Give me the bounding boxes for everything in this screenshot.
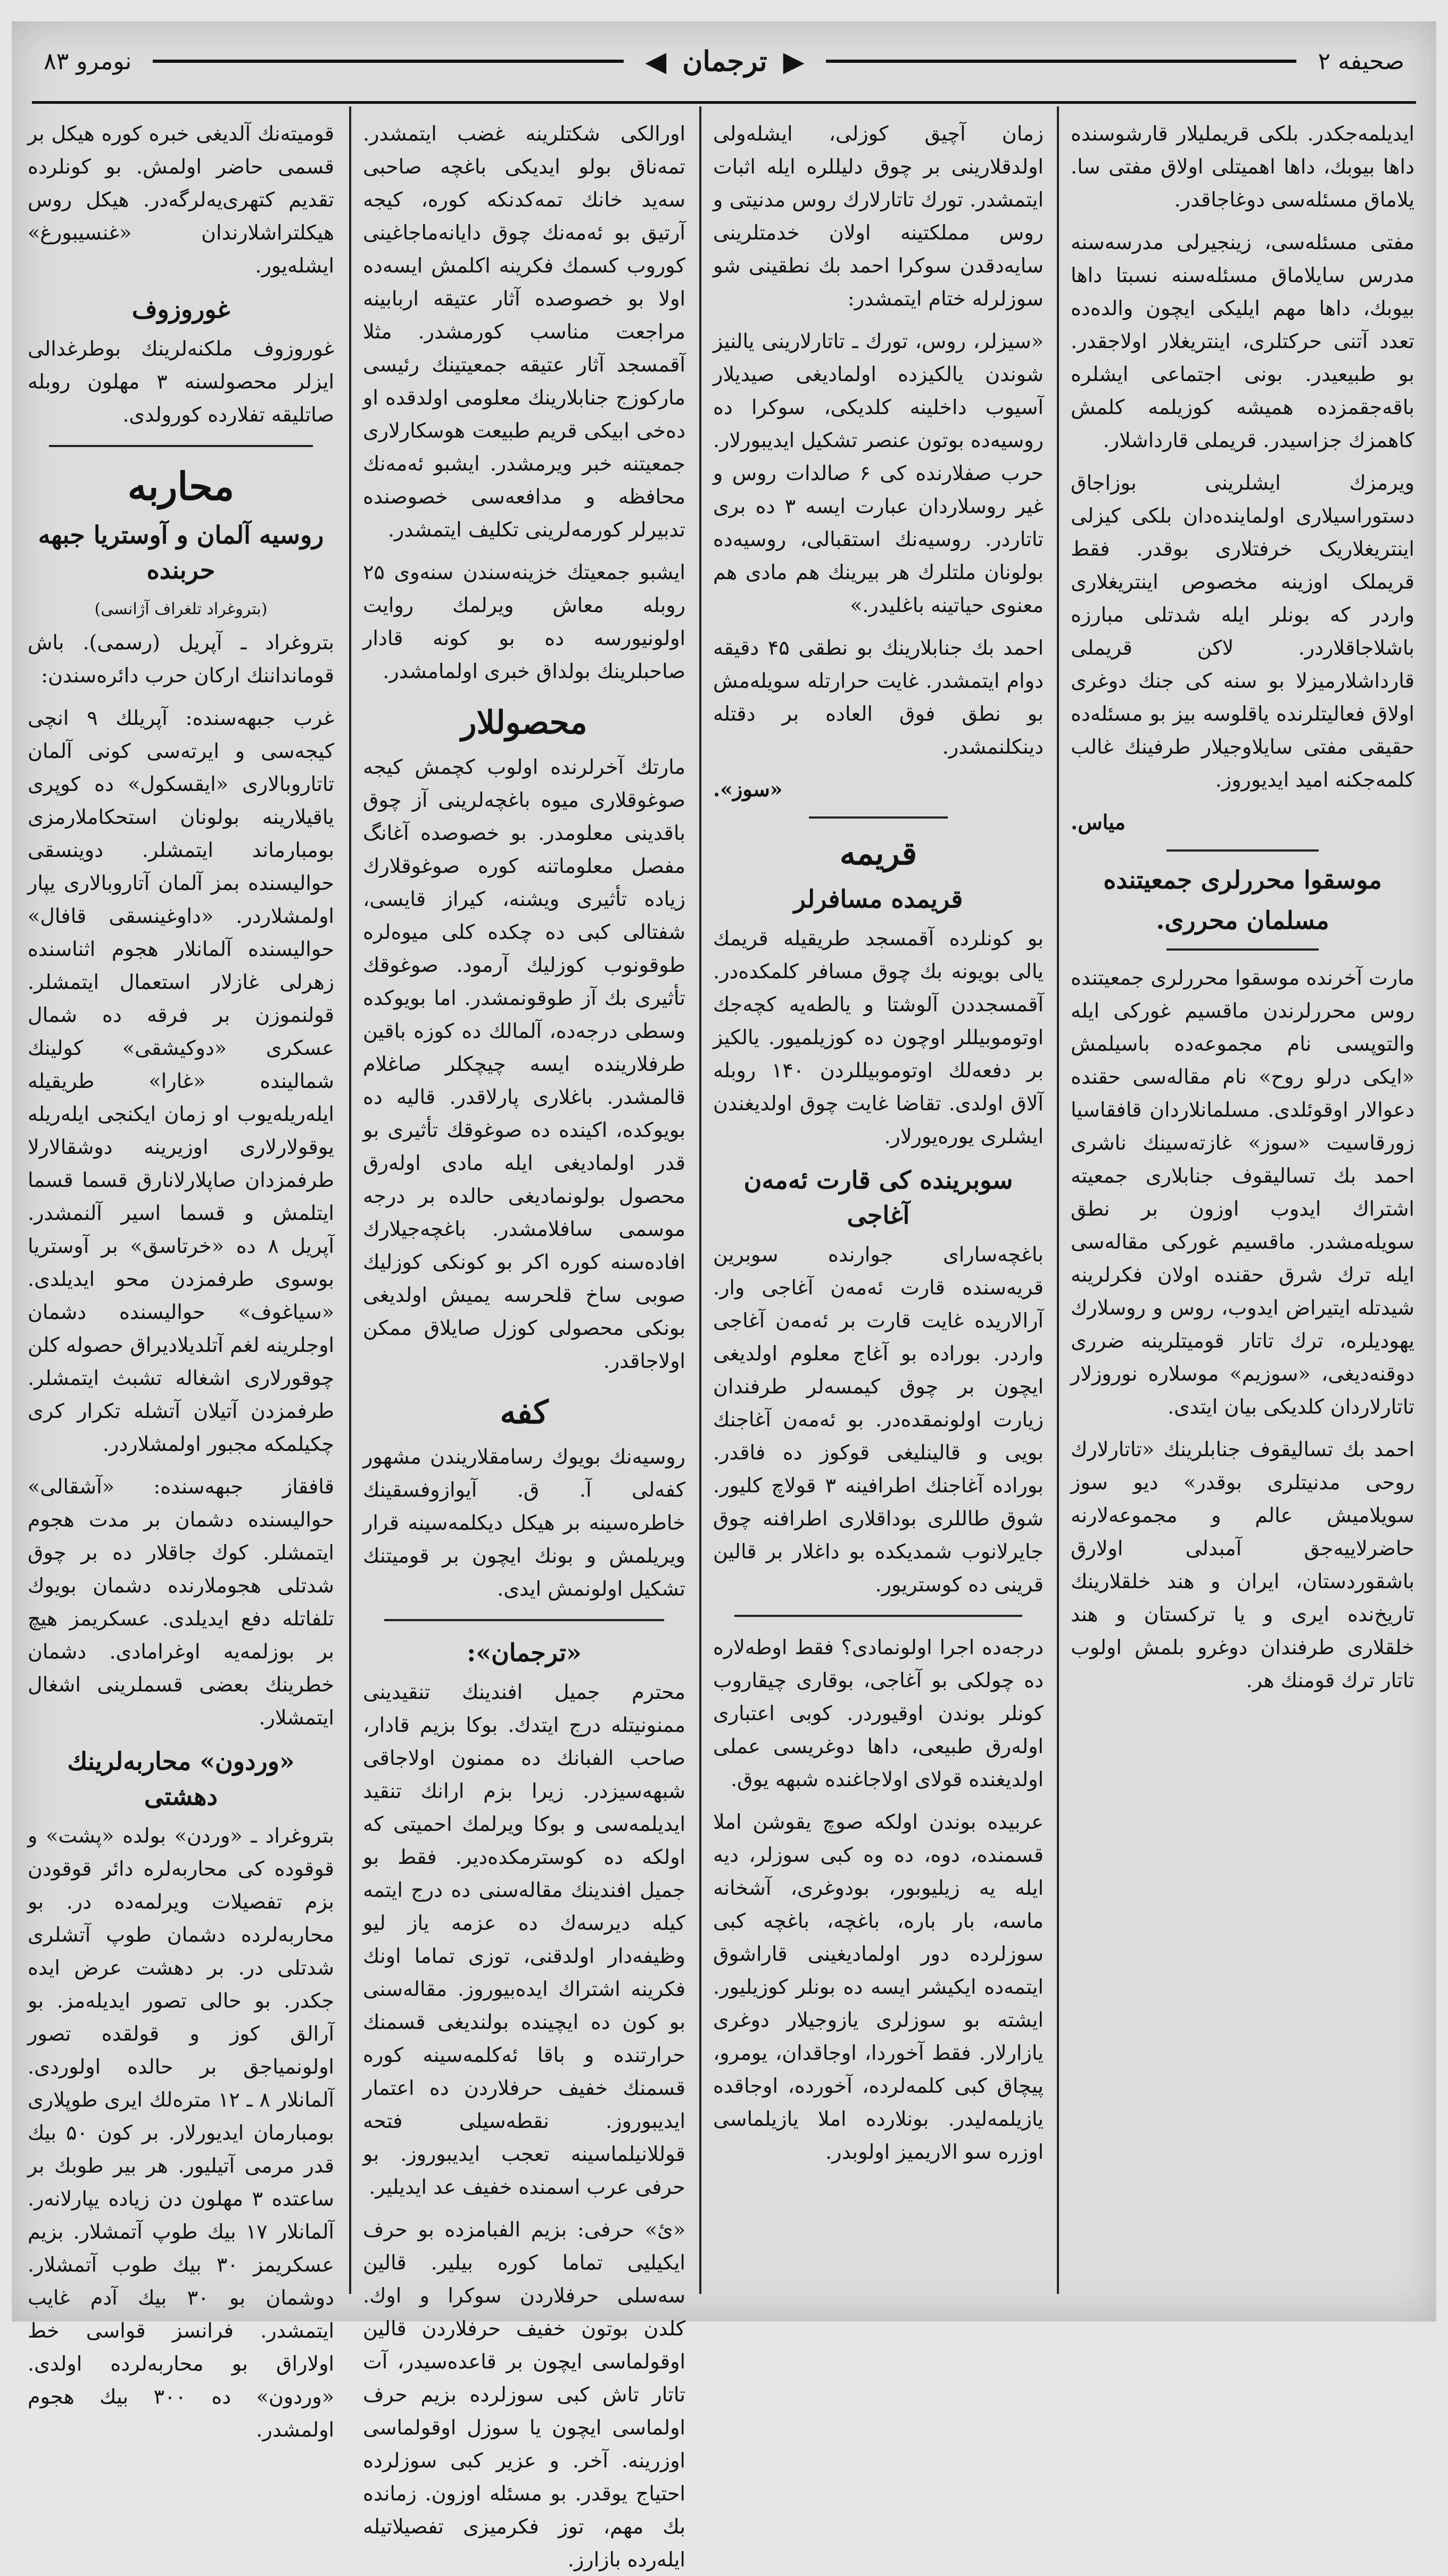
- col1-divider-2: [1166, 948, 1319, 951]
- col3-paragraph-3: مارتك آخرلرنده اولوب کچمش کیجه صوغوقلاری میوه باغچه‌لرینی آز چوق باقدینی معلومدر. بو خصوصده آغانگ مفصل معلوماتنه کوره صوغوقلارك زیاده تأثیری ویشنه، کیراز قایسی، شفتالی کبی ده چکده کلی میوه‌لره طوقونوب کوزلیك آرمود. صوغوقك تأثیری بك آز طوقونمشدر. اما بویوکده وسطی درجه‌ده، آلمالك ده کوزه باقین طرفلارینده ایسه چیچکلر صاغلام قالمشدر. باغلاری پارلاقدر. قالیه ده بویوکده، اکینده ده صوغوقك تأثیری بو قدر اولمادیغی ایله مادی اوله‌رق محصول بولونمادیغی حالده بر درجه موسمی سافلامشدر. باغچه‌جیلارك افاده‌سنه کوره اکر بو کونکی کوزلیك صوبی ساخ قلحرسه یمیش اولدیغی بونکی محصولی کوزل صایلاق ممکن اولاجاقدر.: [363, 755, 685, 1373]
- col1-paragraph-1: ایدیلمه‌جکدر. بلکی قریملیلار قارشوسنده داها بیوبك، داها اهمیتلی اولاق مفتی سا. یلاماق مسئله‌سی دوغاجاقدر.: [1071, 122, 1414, 211]
- col1-article-subtitle: مسلمان محرری.: [1156, 906, 1329, 935]
- col4-section-title-2: «وردون» محاربه‌لرینك دهشتی: [67, 1747, 295, 1811]
- column-divider-3: [349, 106, 351, 2294]
- col2-paragraph-1: زمان آچیق کوزلی، ایشله‌ولی اولدقلارینی بر چوق دلیللره ایله اثبات ایتمشدر. تورك تاتارلارك روس مدنیتی و روس مملکتینه اولان خدمتلرینی سایه‌دقدن سوکرا احمد بك نطقینی شو سوزلرله ختام ایتمشدر:: [713, 122, 1044, 310]
- col2-paragraph-7: عربیده بوندن اولکه صوچ یقوشن املا قسمنده، دوه، ده وه کبی سوزلر، دیه ایله یه زیلیوبور، بودوغری، آشخانه ماسه، بار باره، باغچه، باغچه کبی سوزلرده دور اولمادیغینی قاراشوق ایتمه‌ده ایکیشر ایسه ده بونلر کوزیلیور. ایشته بو سوزلری یازوجیلار دوغری یازارلار. فقط آخوردا، اوجاقدان، یومرو، پیچاق کبی کلمه‌لرده، آخورده، اوجاقده یازیلمه‌لیدر. بونلارده املا یازیلماسی اوزره سو الاریمیز اولوبدر.: [713, 1810, 1044, 2164]
- col1-divider: [1166, 849, 1319, 852]
- column-3: [351, 106, 697, 2571]
- issue-number: نومرو ۸۳: [44, 47, 132, 75]
- col4-paragraph-5: قافقاز جبهه‌سنده: «آشقالی» حوالیسنده دشمان بر مدت هجوم ایتمشلر. کوك جاقلار ده بر چوق شدتلی هجوملارنده دشمان بویوك تلفاتله دفع ایدیلدی. عسکریمز هیچ بر بوزلمه‌یه اوغرامادی. دشمان خطرینك بعضی قسملرینی اشغال ایتمشلار.: [28, 1475, 334, 1729]
- col4-paragraph-6: بتروغراد ـ «وردن» بولده «پشت» و قوقوده کی محاربه‌لره دائر قوقودن بزم تفصیلات ویرلمه‌ده در. بو محاربه‌لرده دشمان طوپ آتشلری شدتلی در. بر دهشت عرض ایده جکدر. بو حالی تصور ایدیله‌مز. بو آرالق کوز و قولقده تصور اولونمیاجق بر حالده اولوردی. آلمانلار ۸ ـ ۱۲ متره‌لك ایری طوپلاری بومبارمان ایدیورلار. بر کون ۵۰ بیك قدر مرمی آتیلیور. هر بیر طوبك بر ساعتده ۳ مهلون دن زیاده یپارلانه‌ر. آلمانلار ۱۷ بیك طوپ آتمشلار. بزیم عسکریمز ۳۰ بیك طوب آتمشلار. دوشمان بو ۳۰ بیك آدم غایب ایتمشدر. فرانسز قواسی خط اولاراق بو محاربه‌لرده اولدی. «وردون» ده ۳۰۰ بیك هجوم اولمشدر.: [28, 1824, 335, 2441]
- masthead: [12, 21, 1436, 101]
- column-1: [1059, 106, 1426, 2299]
- paper-name-block: [645, 45, 804, 78]
- col4-paragraph-3: بتروغراد ـ آپریل (رسمی). باش قومانداننك اركان حرب دائره‌سندن:: [28, 631, 334, 687]
- col4-section-title: محاربه: [127, 464, 235, 509]
- col1-paragraph-2: مفتی مسئله‌سی، زینجیرلی مدرسه‌سنه مدرس سایلاماق مسئله‌سنه نسبتا داها بیوبك، داها مهم ایلیکی ایچون والده‌ده تعدد آتنی حرکتلری، اینتریغلار اولاجقدر. بو طبیعیدر. بونی اجتماعی ایشلره باقه‌جقمزده همیشه کوزیلمه کلمش کاهمزك جزاسیدر. قریملی قارداشلار.: [1071, 230, 1414, 452]
- col2-headline-2: قریمده مسافرلر: [793, 885, 963, 913]
- masthead-rule-right: [826, 60, 1297, 63]
- col2-paragraph-4: بو کونلرده آقمسجد طریقیله قریمك یالی بویونه بك چوق مسافر کلمکده‌در. آقمسجددن آلوشتا و یالطه‌یه کچه‌جك اوتوموبیللر اوچون ده کوزیلمیور. یالکیز بر دفعه‌لك اوتوموبیللردن ۱۴۰ روبله آلاق اولدی. تقاضا غایت چوق اولدیغندن ایشلری یوره‌یورلار.: [713, 927, 1044, 1148]
- col1-paragraph-3: ویرمزك ایشلرینی بوزاجاق دستور‌اسیلاری اولماینده‌دان بلکی کیزلی اینتریغلاریک خرفتلاری بوقدر. فقط قریملک اوزینه مخصوص اینتریغلاری واردر که بونلر ایله شدتلی مبارزه باشلاجاقلاردر. لاکن قریملی قارداشلارمیزلا بو سنه کی جنك دوغری اولاق فعالیتلرنده یاقلوسه بیز بو مسئله‌ده حقیقی مفتی سایلاوجیلار طرفینك غالب کلمه‌جکنه امید ایدیوروز.: [1071, 471, 1414, 791]
- col2-paragraph-5: باغچه‌سارای جوارنده سوبرین قریه‌سنده قارت ئه‌مه‌ن آغاجی وار. آرالاریده غایت قارت بر ئه‌مه‌ن آغاجی واردر. بوراده بو آغاج معلوم اولدیغی ایچون بر چوق کیمسه‌لر طرفندان زیارت اولونمقده‌در. بو ئه‌مه‌ن آغاجنك بویی و قالینلیغی قوکوز ده فاقدر. بوراده آغاجنك اطرافینه ۳ قولاچ کلیور. شوق طاللری بوداقلاری اطرافنه چوق جایرلانوب شمدیکده بو داغلار بر قالین قرینی ده کوستریور.: [713, 1243, 1044, 1596]
- column-divider-2: [699, 106, 701, 2294]
- col3-section-title: محصوللار: [461, 704, 588, 741]
- col3-section-title-2: کفه: [500, 1394, 549, 1431]
- col4-subhead: غوروزوف: [131, 295, 230, 324]
- col3-section-title-3: «ترجمان»:: [467, 1638, 582, 1667]
- col2-headline-3: سوبرینده کی قارت ئه‌مه‌ن آغاجی: [743, 1166, 1013, 1229]
- col2-paragraph-3: احمد بك جنابلارینك بو نطقی ۴۵ دقیقه دوام ایتمشدر. غایت حرارتله سویله‌مش بو نطق فوق العاده بر دقتله دینکلنمشدر.: [713, 636, 1044, 758]
- top-divider: [32, 101, 1416, 104]
- col2-paragraph-6: درجه‌ده اجرا اولونمادی؟ فقط اوطه‌لاره ده چولکی بو آغاجی، بوقاری چیقاروب کونلر بوندن اوقیوردر. کوبی اعتباری اوله‌رق طبیعی، داها دوغریسی عملی اولدیغنده قولای اولاجاغنده شبهه یوق.: [713, 1636, 1044, 1791]
- col3-paragraph-1: اورالکی شکتلرینه غضب ایتمشدر. تمه‌ناق بولو ایدیکی باغچه صاحبی سه‌ید خانك تمه‌کدنکه کوره، کیجه آرتیق بو ئه‌مه‌نك چوق دایانه‌ماجاغینی کوروب کسمك فکرینه اکلمش ایسه‌ده اولا بو خصوصده آثار عتیقه اربابینه مراجعت مناسب کورمشدر. مثلا آقمسجد آثار عتیقه جمعیتینك رئیسی مارکوزج جنابلارینك معلومی اولدقده او ده‌خی ابیکی قریم طبیعت هوسکارلاری جمعیتنه خبر ویرمشدر. ایشبو ئه‌مه‌نك محافظه و مدافعه‌سی خصوصنده تدبیرلر کورمه‌لرینی تکلیف ایتمشدر.: [363, 122, 685, 541]
- col1-signature: میاس.: [1071, 810, 1126, 834]
- column-2: [701, 106, 1055, 2299]
- col3-paragraph-4: روسیه‌نك بویوك رسامقلاریندن مشهور کفه‌لی آ. ق. آیوازوفسقینك خاطره‌سینه بر هیکل دیکلمه‌سینه قرار ویریلمش و بونك ایچون بر قومیتنك تشکیل اولونمش ایدی.: [363, 1445, 685, 1600]
- ornament-left-icon: ◀: [645, 45, 667, 78]
- paper-name: ترجمان: [682, 45, 767, 78]
- col4-headline: روسیه آلمان و آوستریا جبهه حربنده: [38, 521, 324, 584]
- masthead-rule-left: [153, 60, 624, 63]
- page-number: ۲ صحیفه: [1318, 47, 1404, 75]
- col2-divider: [809, 816, 948, 819]
- col2-paragraph-2: «سیزلر، روس، تورك ـ تاتارلارینی یالنیز شوندن یالکیزده اولمادیغی صیدیلار آسیوب داخلینه کلدیکی، سوکرا ده روسیه‌ده بوتون عنصر تشکیل ایدیبورلار. حرب صفلارنده کی ۶ صالدات روس و غیر روسلاردان عبارت ایسه ۳ ده بری تاتاردر. روسیه‌نك استقبالی، روسیه‌ده بولونان ملتلرك هر بیرینك هم مادی هم معنوی حیاتینه باغلیدر.»: [713, 329, 1044, 617]
- col2-signature: «سوز».: [713, 777, 783, 801]
- col3-paragraph-5: محترم جمیل افندینك تنقیدینی ممنونیتله درج ایتدك. بوکا بزیم قادار، صاحب الفبانك ده ممنون اولاجاقی شبهه‌سیزدر. زیرا بزم ارانك تنقید ایدیلمه‌سی و بوکا ویرلمك احمیتی که اولکه ده کوسترمکده‌دیر. فقط بو جمیل افندینك مقاله‌سنی ده درج ایتمه کیله دیرسه‌ك ده عزمه یاز لیو وظیفه‌دار اولدقنی، توزی تماما اونك فکرینه اشتراك ایده‌بیوروز. مقاله‌سنی بو کون ده ایچینده بولندیغی قسمنك حرارتنده و باقا ئه‌کلمه‌سینه کوره قسمنك خفیف حرفلاردن ده اعتمار ایدیبوروز. نقطه‌سیلی فتحه قوللانیلماسینه تعجب ایدیبوروز. بو حرفی عرب اسمنده خفیف عد ایدیلیر.: [363, 1680, 685, 2199]
- col4-paragraph-1: قومیته‌نك آلدیغی خبره کوره هیکل بر قسمی حاضر اولمش. بو کونلرده تقدیم کتهری‌یه‌لرگه‌در. هیکل روس هیکلتراشلارندان «غنسیبورغ» ایشله‌یور.: [28, 122, 334, 277]
- col1-paragraph-5: احمد بك تسالیقوف جنابلرینك «تاتارلارك روحی مدنیتلری بوقدر» دیو سوز سویلامیش عالم و مجموعه‌لارنه حاضرلاییه‌جق آمبدلی اولارق باشقوردستان، ایران و هند خلقلارینك تاریخ‌نده ایری و یا ترکستان و هند خلقلاری طرفندان دوغرو بلمش اولوب تاتار ترك قومنك هر.: [1071, 1438, 1414, 1692]
- column-4: [16, 106, 346, 2441]
- col4-divider: [49, 445, 313, 447]
- col4-paragraph-2: غوروزوف ملکنه‌لرینك بوطرغدالی ایزلر محصولسنه ۳ مهلون روبله صاتلیقه تفلارده کورولدی.: [28, 337, 334, 426]
- column-divider-1: [1057, 106, 1059, 2294]
- col4-paragraph-4: غرب جبهه‌سنده: آپریلك ۹ انچی کیجه‌سی و ایرته‌سی کونی آلمان تاتاروبالاری «ایقسکول» ده کوپری یاقیلارینه بولونان استحکاملارمزی بومبارماند ایتمشلر. دوینسقی حوالیسنده بمز آلمان آتاروبالاری یپار اولمشلاردر. «داوغینسقی قافال» حوالیسنده آلمانلار هجوم اثناسنده زهرلی غازلار استعمال ایتمشلر. قولنموزن بر فرقه ده شمال عسکری «دوکیشقی» کولینك شمالینده «غارا» طریقیله ایله‌ریله‌یوب او زمان ایکنجی ایله‌ریله‌ یوقولارلاری اوزیرینه دوشقالارلا طرفمزدان صاپلارلانارق قسما قسما ایتلمش و قسما اسیر آلنمشدر. آپریل ۸ ده «خرتاسق» بر آوستریا بوسوی طرفمزدن محو ایدیلدی. «سیاغوف» حوالیسنده دشمان اوجلرینه لغم آتلدیلادیراق حصوله کلن چوقورلاری اشغاله تشبث ایتمشلر. طرفمزدن آتیلان آتشله تکرار کری چکیلمکه مجبور اولمشلاردر.: [28, 706, 334, 1456]
- col2-divider-2: [734, 1615, 1022, 1617]
- col4-source: (بتروغراد تلغراف آژانسی): [94, 600, 268, 618]
- col1-article-title: موسقوا محررلری جمعیتنده: [1103, 865, 1382, 894]
- col2-section-title: قریمه: [839, 835, 917, 872]
- col1-paragraph-4: مارت آخرنده موسقوا محررلری جمعیتنده روس محررلرندن ماقسیم غورکی ایله والتوپسی نام مجموعه‌ده باسیلمش «ایکی درلو روح» نام مقاله‌سی حقنده دعوالار اوقوئلدی. مسلمانلاردان قافقاسیا زورقاسیت «سوز» غازته‌سینك ناشری احمد بك تسالیقوف جنابلاری جمعیته اشتراك ایدوب اوزون بر نطق سویله‌مشدر. ماقسیم غورکی مقاله‌سی ایله ترك شرق حقنده اولان فکرلرینه شیدتله ایتیراض ایدوب، روس و روسلارك یهودیلره، ترك تاتار قومیتلرینه ضرری دوقنه‌دیغی، «سوزیم» موسلاره نوروزلار تاتارلاردان کلدیکی بیان ایتدی.: [1071, 966, 1414, 1418]
- ornament-right-icon: ▶: [783, 45, 805, 78]
- col3-divider: [384, 1619, 664, 1621]
- col3-paragraph-6: «ئ» حرفی: بزیم الفبامزده بو حرف ایکیلیی تماما کوره بیلیر. قالین سه‌سلی حرفلاردن سوکرا و اوك. کلدن بوتون خفیف حرفلاردن قالین اوقولماسی ایچون بر قاعده‌سیدر، آت تاتار تاش کبی سوزلرده بزیم حرف اولماسی ایچون یا سوزل اوقولماسی اوزرینه. آخر. و عزیر کبی سوزلرده احتیاج یوقدر. بو مسئله اوزون. زمانده بك مهم، توز فکرمیزی تفصیلاتیله ایله‌رده بازارز.: [363, 2218, 685, 2571]
- col3-paragraph-2: ایشبو جمعیتك خزینه‌سندن سنه‌وی ۲۵ روبله معاش ویرلمك روایت اولونیورسه ده بو کونه قادار صاحبلرینك بولداق خبری اولمامشدر.: [363, 560, 685, 683]
